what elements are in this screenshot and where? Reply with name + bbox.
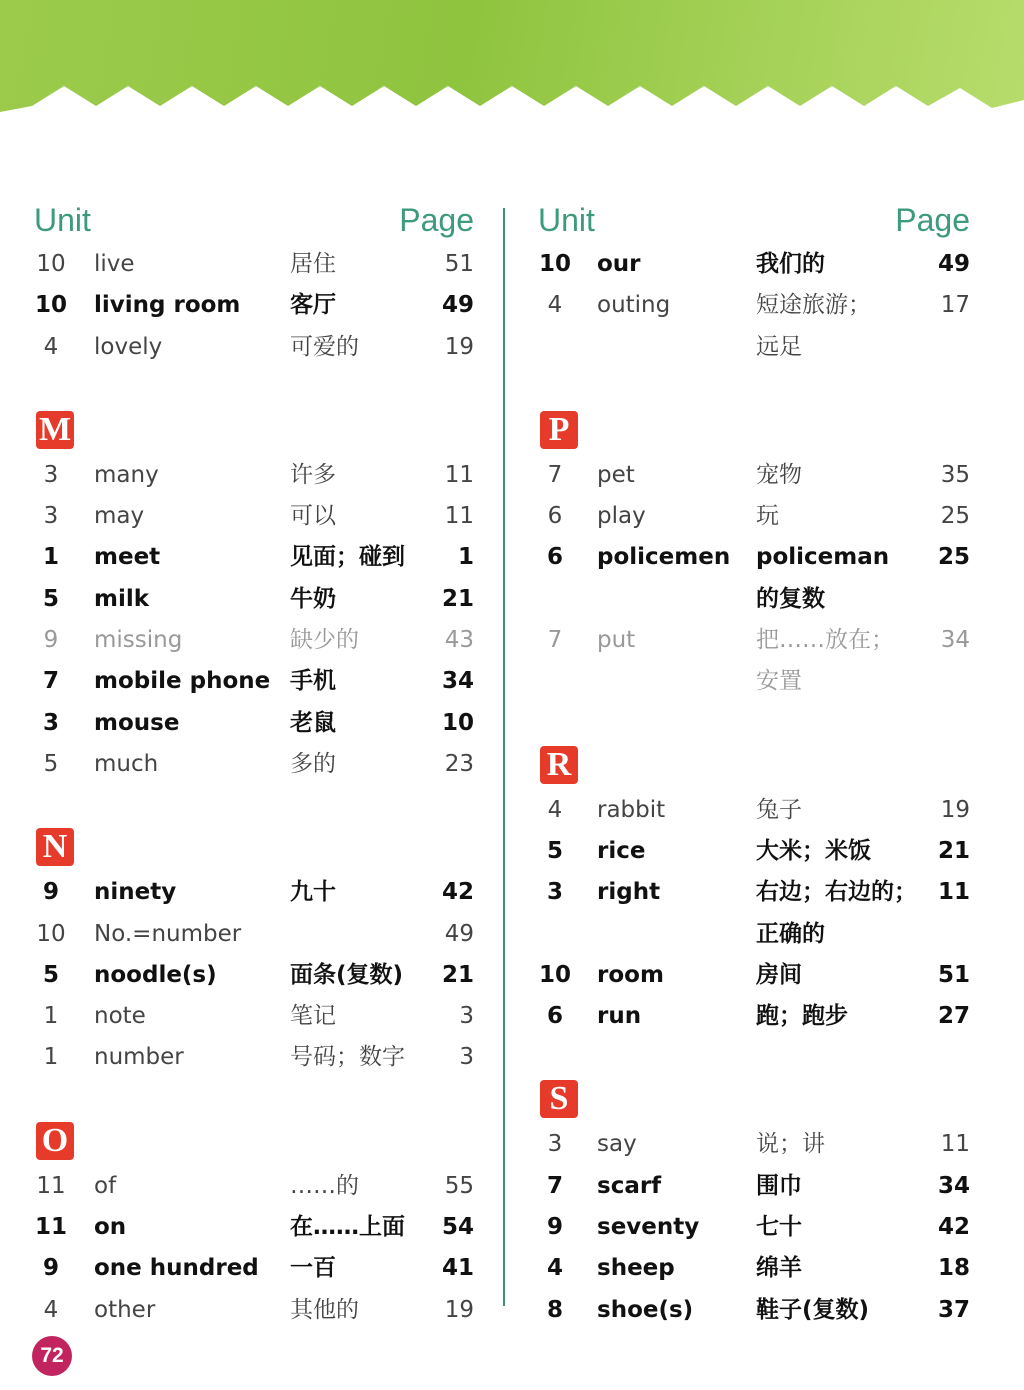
entry-unit: 11 [34,1214,67,1241]
entry-meaning: 大米；米饭 [756,837,871,864]
entry-meaning: 多的 [290,750,336,777]
section-gap [538,703,970,744]
column-header [538,198,970,244]
entry-meaning: ……的 [290,1172,359,1199]
entry-meaning: 鞋子(复数) [756,1296,870,1323]
entry-word: seventy [597,1214,700,1241]
entry-row [34,496,474,537]
entry-row [34,537,474,578]
entry-word: on [94,1214,127,1241]
entry-word: noodle(s) [94,961,217,988]
entry-meaning: 在……上面 [290,1214,405,1241]
entry-meaning: policeman [756,544,890,571]
entry-word: note [94,1003,146,1030]
entry-page: 10 [441,709,474,736]
entry-unit: 7 [547,461,563,488]
entry-page: 49 [444,920,474,947]
entry-unit: 5 [42,961,59,988]
entry-meaning: 许多 [290,461,336,488]
entry-row [538,1166,970,1207]
entry-row [34,703,474,744]
entry-word: number [94,1044,184,1071]
entry-row [34,1290,474,1331]
zigzag-edge [0,80,1024,140]
right-column [538,198,970,1331]
entry-row [34,1166,474,1207]
entry-page: 18 [937,1255,970,1282]
entry-unit: 8 [546,1296,563,1323]
letter-heading-m [34,409,474,455]
entry-page: 37 [937,1296,970,1323]
entry-word: missing [94,627,183,654]
entry-row [538,620,970,661]
entry-row [34,244,474,285]
entry-word: rabbit [597,796,666,823]
page-header: Page [399,202,474,238]
entry-row [538,1207,970,1248]
entry-unit: 5 [43,750,59,777]
entry-word: mouse [94,709,180,736]
entry-page: 25 [937,544,970,571]
entry-page: 19 [444,1296,474,1323]
entry-row [34,455,474,496]
entry-row [34,327,474,368]
entry-meaning-continued: 的复数 [756,585,825,612]
entry-unit: 10 [538,961,571,988]
column-header [34,198,474,244]
entry-unit: 3 [43,461,59,488]
entry-word: policemen [597,544,731,571]
entry-row [538,285,970,326]
entry-unit: 1 [43,1003,59,1030]
letter-badge: R [540,746,578,784]
entry-word: run [597,1003,642,1030]
letter-badge: O [36,1122,74,1160]
entry-word: scarf [597,1172,662,1199]
entry-word: other [94,1296,156,1323]
entry-page: 11 [937,879,970,906]
entry-word: outing [597,292,671,319]
entry-row [538,244,970,285]
entry-unit: 1 [42,544,59,571]
entry-unit: 4 [547,796,563,823]
page-header: Page [895,202,970,238]
entry-meaning: 牛奶 [290,585,336,612]
entry-continuation [538,661,970,702]
entry-word: mobile phone [94,668,271,695]
entry-meaning: 居住 [290,251,336,277]
entry-row [34,1207,474,1248]
letter-heading-n [34,826,474,872]
entry-row [34,661,474,702]
entry-unit: 7 [547,627,563,654]
entry-meaning: 其他的 [290,1296,359,1323]
entry-word: put [597,627,636,654]
entry-word: No.=number [94,920,242,947]
entry-meaning: 老鼠 [290,709,336,736]
entry-page: 41 [441,1255,474,1282]
entry-meaning: 面条(复数) [290,961,404,988]
entry-unit: 10 [538,251,571,277]
entry-page: 3 [459,1044,474,1071]
page-number-badge: 72 [32,1336,72,1376]
entry-page: 35 [940,461,970,488]
entry-word: shoe(s) [597,1296,694,1323]
entry-unit: 3 [42,709,59,736]
entry-page: 25 [940,503,970,530]
entry-word: milk [94,585,150,612]
unit-header: Unit [538,202,595,238]
entry-meaning: 我们的 [756,251,825,277]
entry-word: rice [597,837,646,864]
entry-row [34,744,474,785]
entry-row [34,955,474,996]
entry-meaning: 玩 [756,503,779,530]
section-gap [538,1037,970,1078]
letter-heading-s [538,1078,970,1124]
entry-meaning: 笔记 [290,1003,336,1030]
entry-page: 51 [937,961,970,988]
letter-badge: N [36,828,74,866]
entry-unit: 6 [547,503,563,530]
entry-continuation [538,327,970,368]
entry-unit: 10 [36,920,66,947]
entry-word: sheep [597,1255,675,1282]
entry-unit: 10 [36,251,66,277]
entry-meaning: 号码；数字 [290,1044,405,1071]
entry-page: 42 [441,879,474,906]
entry-meaning: 兔子 [756,796,802,823]
entry-page: 17 [940,292,970,319]
entry-meaning-continued: 正确的 [756,920,825,947]
section-gap [34,1079,474,1120]
entry-word: many [94,461,159,488]
entry-unit: 4 [546,1255,563,1282]
entry-page: 19 [940,796,970,823]
entry-unit: 5 [546,837,563,864]
entry-meaning: 说；讲 [756,1131,825,1158]
entry-word: may [94,503,145,530]
letter-heading-r [538,744,970,790]
entry-unit: 3 [43,503,59,530]
entry-word: pet [597,461,635,488]
entry-row [34,1037,474,1078]
entry-row [538,455,970,496]
entry-word: our [597,251,641,277]
entry-row [34,579,474,620]
entry-page: 43 [444,627,474,654]
entry-page: 11 [444,503,474,530]
entry-word: room [597,961,664,988]
entry-page: 1 [457,544,474,571]
unit-header: Unit [34,202,91,238]
entry-unit: 9 [42,879,59,906]
entry-unit: 1 [43,1044,59,1071]
entry-row [34,914,474,955]
entry-row [538,1248,970,1289]
letter-badge: M [36,411,74,449]
entry-unit: 9 [43,627,59,654]
entry-page: 19 [444,333,474,360]
entry-meaning: 跑；跑步 [756,1003,848,1030]
entry-word: lovely [94,333,163,360]
entry-unit: 9 [546,1214,563,1241]
entry-word: of [94,1172,117,1199]
entry-page: 27 [937,1003,970,1030]
entry-row [34,996,474,1037]
entry-page: 3 [459,1003,474,1030]
entry-continuation [538,579,970,620]
entry-page: 34 [940,627,970,654]
entry-meaning: 客厅 [290,292,336,319]
entry-page: 21 [441,585,474,612]
entry-meaning: 七十 [756,1214,802,1241]
entry-word: meet [94,544,161,571]
section-gap [34,785,474,826]
entry-meaning: 围巾 [756,1172,802,1199]
entry-word: say [597,1131,637,1158]
column-divider [503,208,505,1306]
entry-word: play [597,503,646,530]
entry-row [34,872,474,913]
entry-meaning: 房间 [756,961,802,988]
section-gap [34,368,474,409]
entry-unit: 7 [42,668,59,695]
entry-unit: 6 [546,544,563,571]
entry-meaning: 缺少的 [290,627,359,654]
entry-meaning: 一百 [290,1255,336,1282]
entry-unit: 4 [43,1296,59,1323]
entry-unit: 3 [546,879,563,906]
entry-page: 11 [444,461,474,488]
entry-page: 21 [937,837,970,864]
left-column [34,198,474,1331]
letter-badge: S [540,1080,578,1118]
entry-row [538,496,970,537]
entry-word: live [94,251,135,277]
entry-word: right [597,879,661,906]
section-gap [538,368,970,409]
entry-meaning-continued: 安置 [756,668,802,695]
entry-word: one hundred [94,1255,259,1282]
entry-meaning: 见面；碰到 [290,544,405,571]
entry-meaning: 可爱的 [290,333,359,360]
entry-page: 34 [441,668,474,695]
entry-row [34,285,474,326]
entry-unit: 3 [547,1131,563,1158]
entry-meaning: 宠物 [756,461,802,488]
entry-unit: 6 [546,1003,563,1030]
entry-meaning: 九十 [290,879,336,906]
entry-row [538,1124,970,1165]
entry-row [34,1248,474,1289]
entry-row [34,620,474,661]
entry-meaning: 手机 [290,668,336,695]
entry-page: 54 [441,1214,474,1241]
entry-unit: 5 [42,585,59,612]
entry-page: 21 [441,961,474,988]
entry-unit: 9 [42,1255,59,1282]
entry-row [538,831,970,872]
entry-unit: 10 [34,292,67,319]
entry-word: ninety [94,879,177,906]
entry-row [538,790,970,831]
entry-page: 23 [444,750,474,777]
entry-meaning: 绵羊 [756,1255,802,1282]
entry-page: 49 [937,251,970,277]
entry-unit: 7 [546,1172,563,1199]
entry-meaning: 可以 [290,503,336,530]
entry-word: much [94,750,159,777]
entry-meaning: 短途旅游； [756,292,871,319]
entry-meaning: 把……放在； [756,627,894,654]
entry-row [538,1290,970,1331]
entry-row [538,996,970,1037]
entry-row [538,537,970,578]
entry-meaning-continued: 远足 [756,333,802,360]
entry-row [538,955,970,996]
letter-heading-p [538,409,970,455]
entry-page: 42 [937,1214,970,1241]
entry-page: 55 [444,1172,474,1199]
entry-word: living room [94,292,241,319]
entry-page: 34 [937,1172,970,1199]
letter-heading-o [34,1120,474,1166]
entry-meaning: 右边；右边的； [756,879,917,906]
entry-continuation [538,914,970,955]
entry-row [538,872,970,913]
entry-page: 49 [441,292,474,319]
entry-unit: 4 [43,333,59,360]
entry-page: 11 [940,1131,970,1158]
letter-badge: P [540,411,578,449]
entry-page: 51 [444,251,474,277]
entry-unit: 4 [547,292,563,319]
entry-unit: 11 [36,1172,66,1199]
